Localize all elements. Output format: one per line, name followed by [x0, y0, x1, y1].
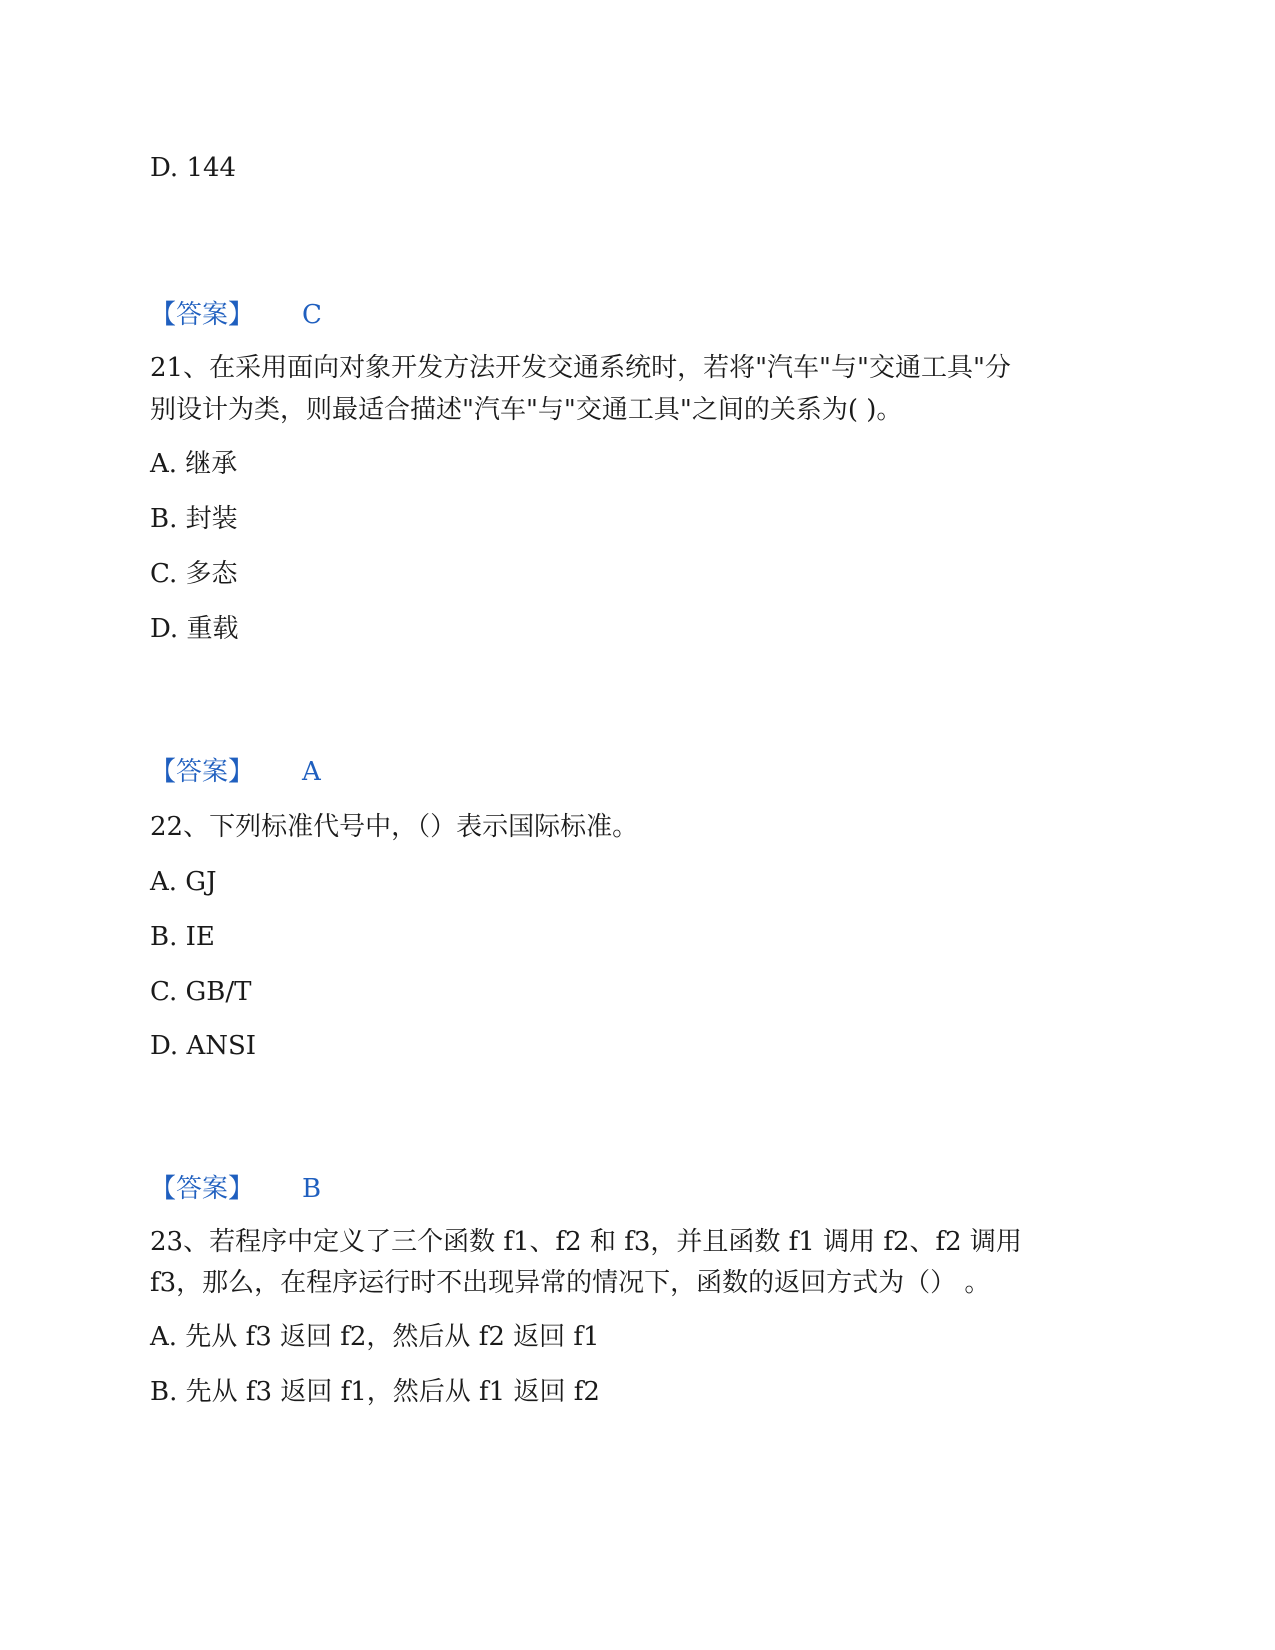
answer-value: A	[302, 757, 321, 787]
q22-option-d: D. ANSI	[150, 1031, 257, 1061]
answer-label: 【答案】	[150, 300, 255, 330]
q21-option-d: D. 重载	[150, 614, 239, 644]
answer-label: 【答案】	[150, 1174, 255, 1204]
q23-stem-line-2: f3，那么，在程序运行时不出现异常的情况下，函数的返回方式为（） 。	[150, 1268, 991, 1298]
q20-option-d: D. 144	[150, 153, 237, 183]
answer-block-22	[150, 1169, 321, 1209]
q22-option-a: A. GJ	[150, 867, 217, 897]
q21-option-b: B. 封装	[150, 504, 238, 534]
q23-stem-line-1: 23、若程序中定义了三个函数 f1、f2 和 f3，并且函数 f1 调用 f2、f2 调用	[150, 1227, 1022, 1257]
q21-stem-line-2: 别设计为类，则最适合描述"汽车"与"交通工具"之间的关系为( )。	[150, 395, 903, 425]
q21-option-a: A. 继承	[150, 449, 238, 479]
answer-block-21	[150, 752, 321, 792]
q22-option-c: C. GB/T	[150, 977, 252, 1007]
answer-value: B	[302, 1174, 322, 1204]
answer-value: C	[302, 300, 322, 330]
q23-option-b: B. 先从 f3 返回 f1，然后从 f1 返回 f2	[150, 1377, 600, 1407]
answer-label: 【答案】	[150, 757, 255, 787]
q21-stem-line-1: 21、在采用面向对象开发方法开发交通系统时，若将"汽车"与"交通工具"分	[150, 353, 1011, 383]
q22-stem-line-1: 22、下列标准代号中，（）表示国际标准。	[150, 812, 639, 842]
answer-block-20	[150, 295, 322, 335]
q22-option-b: B. IE	[150, 922, 215, 952]
q21-option-c: C. 多态	[150, 559, 238, 589]
q23-option-a: A. 先从 f3 返回 f2，然后从 f2 返回 f1	[150, 1322, 600, 1352]
